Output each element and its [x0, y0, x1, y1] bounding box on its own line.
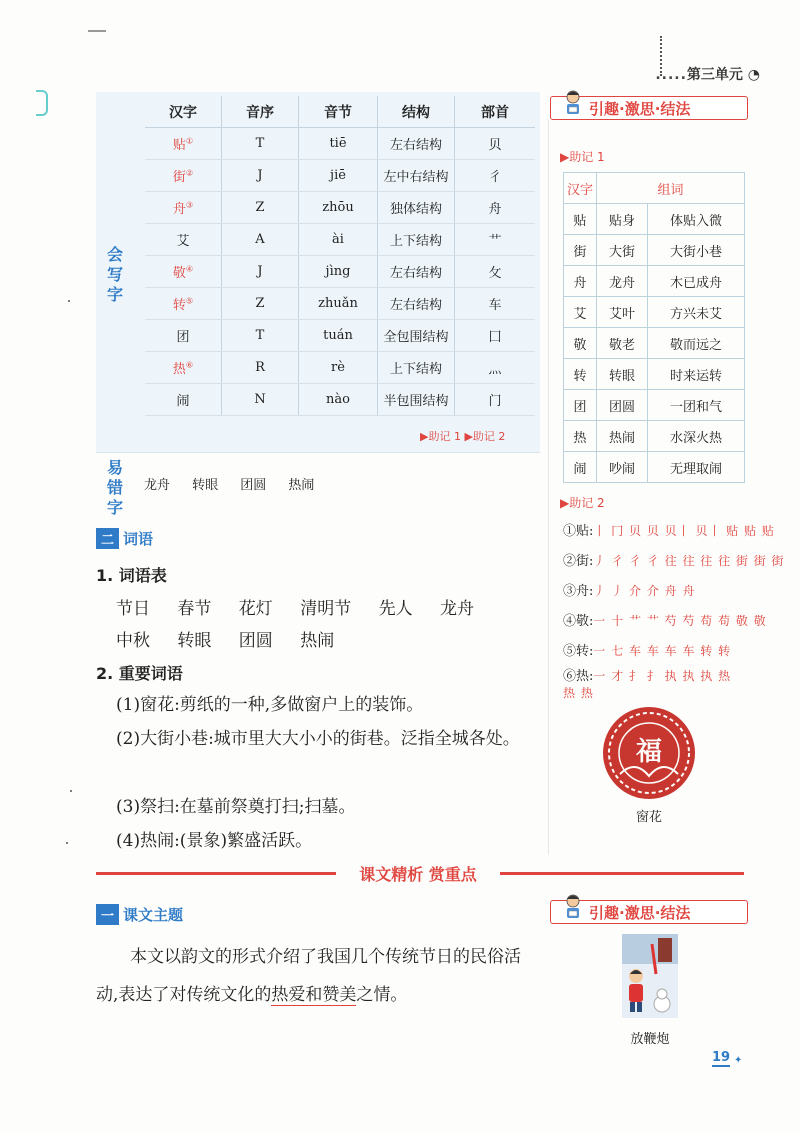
scan-speck [68, 300, 70, 302]
stroke-sequence: 丿 彳 彳 彳 往 往 往 往 街 街 街 [593, 554, 785, 568]
table-row [145, 160, 535, 192]
row-char: 热 [172, 362, 186, 377]
stroke-sequence: 丿 丿 介 介 舟 舟 [593, 584, 696, 598]
row-struct: 独体结构 [378, 192, 455, 224]
char-table-header [145, 96, 535, 128]
row-pinyin: zhuǎn [299, 288, 378, 320]
memo-char: 转 [564, 359, 597, 390]
stroke-label: ⑤转: [563, 644, 594, 659]
memo-word: 吵闹 [597, 452, 648, 483]
memo-word: 艾叶 [597, 297, 648, 328]
page-number: 19 [712, 1050, 731, 1065]
memo-word: 贴身 [597, 204, 648, 235]
memo-char: 街 [564, 235, 597, 266]
stroke-label: ⑥热: [563, 669, 594, 684]
memo-idiom: 大街小巷 [648, 235, 745, 266]
memo-links[interactable]: ▶助记 1 ▶助记 2 [420, 430, 506, 443]
row-radical: 贝 [455, 128, 536, 160]
leaf-icon: ✦ [734, 1055, 743, 1066]
table-row [145, 192, 535, 224]
header-seq: 音序 [222, 96, 299, 128]
theme-text-emphasis: 热爱和赞美 [271, 985, 357, 1005]
memo-header-words: 组词 [597, 173, 745, 204]
theme-text-start: 本文以韵文的形式介绍了我国几个传统节日的民俗活动,表达了对传统文化的 [96, 947, 521, 1005]
sidebar-heading-text: 引趣·激思·结法 [589, 904, 691, 922]
picture-caption: 放鞭炮 [630, 1032, 670, 1047]
row-seq: Z [222, 288, 299, 320]
row-struct: 左右结构 [378, 288, 455, 320]
stroke-label: ③舟: [563, 584, 594, 599]
memo-char: 舟 [564, 266, 597, 297]
section-title: 词语 [123, 530, 154, 548]
row-char: 敬 [172, 266, 186, 281]
row-pinyin: ài [299, 224, 378, 256]
header-radical: 部首 [455, 96, 536, 128]
row-mark: ① [185, 136, 194, 146]
stroke-sequence: 一 十 艹 艹 芍 芍 苟 苟 敬 敬 [593, 614, 767, 628]
memo-header [564, 173, 745, 204]
theme-paragraph [96, 938, 540, 1014]
stroke-order-item [563, 668, 743, 702]
row-radical: 舟 [455, 192, 536, 224]
error-words: 龙舟 转眼 团圆 热闹 [144, 478, 315, 493]
stroke-sequence: 一 才 扌 扌 执 执 执 热 热 热 [563, 669, 732, 700]
row-struct: 左中右结构 [378, 160, 455, 192]
row-char: 舟 [172, 202, 186, 217]
row-char: 团 [176, 330, 190, 345]
header-char: 汉字 [145, 96, 222, 128]
memo-char: 艾 [564, 297, 597, 328]
papercut-char: 福 [635, 737, 663, 767]
unit-label: .....第三单元 ◔ [655, 67, 760, 83]
memo-word: 龙舟 [597, 266, 648, 297]
row-pinyin: jìng [299, 256, 378, 288]
banner-line-right [500, 872, 744, 875]
table-row [564, 359, 745, 390]
table-row [564, 266, 745, 297]
row-seq: A [222, 224, 299, 256]
scan-speck [70, 790, 72, 792]
table-row [145, 352, 535, 384]
row-radical: 门 [455, 384, 536, 416]
row-char: 闹 [176, 394, 190, 409]
header-structure: 结构 [378, 96, 455, 128]
row-mark: ⑥ [185, 360, 194, 370]
unit-icon: ◔ [742, 67, 760, 83]
key-words-heading: 2. 重要词语 [96, 664, 183, 683]
row-seq: J [222, 256, 299, 288]
memo-char: 敬 [564, 328, 597, 359]
row-struct: 全包围结构 [378, 320, 455, 352]
row-pinyin: zhōu [299, 192, 378, 224]
row-char: 转 [172, 298, 186, 313]
memo-char: 团 [564, 390, 597, 421]
memo-char: 贴 [564, 204, 597, 235]
stroke-label: ①贴: [563, 524, 594, 539]
section-badge: 一 [96, 904, 119, 925]
definition-item: (3)祭扫:在墓前祭奠打扫;扫墓。 [116, 797, 356, 817]
row-seq: R [222, 352, 299, 384]
section-banner: 课文精析 赏重点 [359, 865, 477, 884]
memo-word: 敬老 [597, 328, 648, 359]
row-radical: 彳 [455, 160, 536, 192]
banner-line-left [96, 872, 336, 875]
row-mark: ⑤ [185, 296, 194, 306]
stroke-order-item [563, 580, 695, 599]
memo-word: 热闹 [597, 421, 648, 452]
table-row [145, 256, 535, 288]
section-title: 课文主题 [123, 906, 184, 924]
sidebar-heading [550, 96, 748, 120]
row-struct: 左右结构 [378, 256, 455, 288]
papercut-caption: 窗花 [635, 810, 662, 825]
table-row [564, 421, 745, 452]
table-row [145, 320, 535, 352]
row-char: 艾 [176, 234, 190, 249]
column-divider [548, 120, 549, 855]
scan-speck [66, 842, 68, 844]
table-row [564, 204, 745, 235]
row-radical: 车 [455, 288, 536, 320]
table-row [564, 390, 745, 421]
memo-char: 闹 [564, 452, 597, 483]
table-row [145, 384, 535, 416]
page-bracket-decoration [36, 90, 48, 116]
stroke-order-item [563, 610, 767, 629]
row-pinyin: tuán [299, 320, 378, 352]
row-char: 贴 [172, 138, 186, 153]
row-seq: T [222, 128, 299, 160]
definition-item: (4)热闹:(景象)繁盛活跃。 [116, 831, 313, 851]
memo-idiom: 时来运转 [648, 359, 745, 390]
memo-idiom: 木已成舟 [648, 266, 745, 297]
row-radical: 灬 [455, 352, 536, 384]
sidebar-heading-text: 引趣·激思·结法 [589, 100, 691, 118]
row-seq: J [222, 160, 299, 192]
section-badge: 二 [96, 528, 119, 549]
section-heading-theme [96, 904, 183, 925]
char-table [145, 96, 535, 416]
row-mark: ② [185, 168, 194, 178]
definition-item: (2)大街小巷:城市里大大小小的街巷。泛指全城各处。 [116, 729, 520, 749]
theme-text-end: 之情。 [356, 985, 408, 1005]
divider [96, 452, 540, 453]
table-row [564, 452, 745, 483]
row-pinyin: jiē [299, 160, 378, 192]
row-pinyin: tiē [299, 128, 378, 160]
row-struct: 上下结构 [378, 224, 455, 256]
memo-label: ▶助记 2 [560, 496, 605, 510]
memo-idiom: 无理取闹 [648, 452, 745, 483]
row-struct: 左右结构 [378, 128, 455, 160]
table-row [145, 224, 535, 256]
stroke-label: ④敬: [563, 614, 594, 629]
memo-idiom: 一团和气 [648, 390, 745, 421]
table-row [564, 297, 745, 328]
row-radical: 囗 [455, 320, 536, 352]
vocab-list-heading: 1. 词语表 [96, 566, 167, 585]
vocab-row: 中秋 转眼 团圆 热闹 [116, 631, 335, 651]
table-row [564, 235, 745, 266]
row-radical: 艹 [455, 224, 536, 256]
row-seq: T [222, 320, 299, 352]
memo-idiom: 敬而远之 [648, 328, 745, 359]
stroke-label: ②街: [563, 554, 594, 569]
row-pinyin: nào [299, 384, 378, 416]
memo-idiom: 方兴未艾 [648, 297, 745, 328]
row-char: 街 [172, 170, 186, 185]
row-struct: 半包围结构 [378, 384, 455, 416]
memo-header-char: 汉字 [564, 173, 597, 204]
reading-kid-icon [563, 893, 583, 921]
row-struct: 上下结构 [378, 352, 455, 384]
row-radical: 攵 [455, 256, 536, 288]
memo-idiom: 水深火热 [648, 421, 745, 452]
memo-label: ▶助记 1 [560, 150, 605, 164]
side-label-error-chars: 易错字 [106, 458, 123, 517]
stroke-sequence: 一 七 车 车 车 车 转 转 [593, 644, 732, 658]
header-pinyin: 音节 [299, 96, 378, 128]
stroke-order-item [563, 520, 775, 539]
table-row [564, 328, 745, 359]
row-mark: ④ [185, 264, 194, 274]
stroke-sequence: 丨 冂 贝 贝 贝丨 贝丨 贴 贴 贴 [593, 524, 775, 538]
section-heading-vocab [96, 528, 153, 549]
row-pinyin: rè [299, 352, 378, 384]
table-row [145, 288, 535, 320]
header-rule [88, 30, 106, 32]
papercut-fu-image [600, 704, 698, 802]
definition-item: (1)窗花:剪纸的一种,多做窗户上的装饰。 [116, 695, 424, 715]
memo-word: 大街 [597, 235, 648, 266]
memo-char: 热 [564, 421, 597, 452]
memo-table [563, 172, 745, 483]
reading-kid-icon [563, 89, 583, 117]
sidebar-heading [550, 900, 748, 924]
firecracker-illustration [622, 934, 678, 1018]
side-label-write-chars: 会写字 [106, 245, 123, 304]
memo-word: 团圆 [597, 390, 648, 421]
memo-word: 转眼 [597, 359, 648, 390]
row-seq: Z [222, 192, 299, 224]
memo-idiom: 体贴入微 [648, 204, 745, 235]
stroke-order-item [563, 640, 731, 659]
table-row [145, 128, 535, 160]
stroke-order-item [563, 550, 785, 569]
unit-text: 第三单元 [686, 67, 743, 83]
vocab-row: 节日 春节 花灯 清明节 先人 龙舟 [116, 599, 475, 619]
row-mark: ③ [185, 200, 194, 210]
row-seq: N [222, 384, 299, 416]
